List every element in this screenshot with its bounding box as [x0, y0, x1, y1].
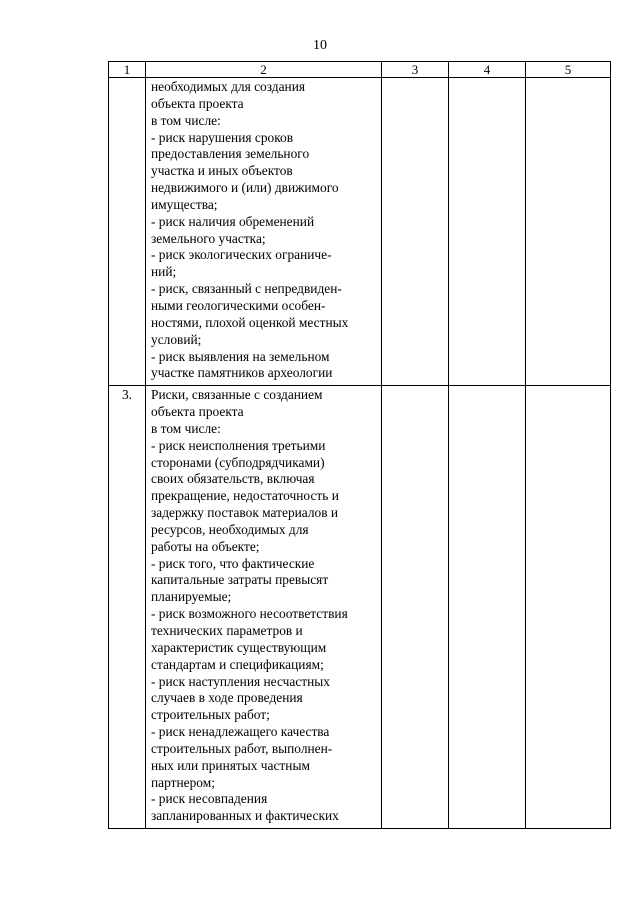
text-line: планируемые; [151, 589, 232, 605]
empty-cell [526, 78, 611, 386]
text-line: задержку поставок материалов и [151, 505, 339, 521]
risk-table [108, 61, 611, 829]
text-line: капитальные затраты превысят [151, 572, 329, 588]
text-line: необходимых для создания [151, 79, 306, 94]
empty-cell [382, 78, 449, 386]
header-col-4: 4 [449, 62, 526, 78]
text-line: условий; [151, 331, 202, 347]
page-number: 10 [313, 38, 327, 53]
empty-cell [526, 386, 611, 829]
empty-cell [382, 386, 449, 829]
text-line: строительных работ, выполнен- [151, 740, 333, 756]
text-line: - риск несовпадения [151, 791, 268, 807]
header-row [109, 62, 611, 78]
text-line: предоставления земельного [151, 146, 310, 162]
text-line: имущества; [151, 196, 218, 212]
table-row [109, 386, 611, 829]
text-line: ресурсов, необходимых для [151, 521, 309, 537]
header-col-5: 5 [526, 62, 611, 78]
row-number: 3. [109, 386, 146, 829]
risk-description [146, 386, 382, 829]
risk-description [146, 78, 382, 386]
header-col-1: 1 [109, 62, 146, 78]
text-line: сторонами (субподрядчиками) [151, 454, 325, 470]
text-line: участке памятников археологии [151, 365, 333, 381]
text-line: объекта проекта [151, 95, 244, 111]
text-line: стандартам и спецификациям; [151, 656, 324, 672]
text-line: прекращение, недостаточность и [151, 488, 339, 504]
text-line: своих обязательств, включая [151, 471, 315, 487]
text-line: партнером; [151, 774, 215, 790]
empty-cell [449, 78, 526, 386]
text-line: - риск наличия обременений [151, 213, 315, 229]
text-line: объекта проекта [151, 404, 244, 420]
text-line: характеристик существующим [151, 639, 327, 655]
text-line: участка и иных объектов [151, 163, 293, 179]
text-line: - риск выявления на земельном [151, 348, 330, 364]
text-line: Риски, связанные с созданием [151, 387, 323, 403]
text-line: в том числе: [151, 112, 221, 128]
text-line: земельного участка; [151, 230, 266, 246]
text-line: ных или принятых частным [151, 757, 310, 773]
row-number [109, 78, 146, 386]
text-line: работы на объекте; [151, 538, 260, 554]
text-line: запланированных и фактических [151, 808, 339, 824]
text-line: - риск возможного несоответствия [151, 606, 348, 622]
text-line: ностями, плохой оценкой местных [151, 314, 349, 330]
text-line: строительных работ; [151, 707, 270, 723]
text-line: - риск нарушения сроков [151, 129, 294, 145]
text-line: - риск ненадлежащего качества [151, 724, 330, 740]
text-line: в том числе: [151, 420, 221, 436]
text-line: случаев в ходе проведения [151, 690, 303, 706]
text-line: недвижимого и (или) движимого [151, 180, 339, 196]
text-line: - риск неисполнения третьими [151, 437, 326, 453]
text-line: ными геологическими особен- [151, 297, 326, 313]
empty-cell [449, 386, 526, 829]
table-row [109, 78, 611, 386]
text-line: ний; [151, 264, 177, 280]
header-col-3: 3 [382, 62, 449, 78]
text-line: - риск наступления несчастных [151, 673, 330, 689]
header-col-2: 2 [146, 62, 382, 78]
text-line: технических параметров и [151, 623, 303, 638]
text-line: - риск экологических ограниче- [151, 247, 332, 263]
text-line: - риск, связанный с непредвиден- [151, 281, 342, 297]
text-line: - риск того, что фактические [151, 555, 315, 571]
